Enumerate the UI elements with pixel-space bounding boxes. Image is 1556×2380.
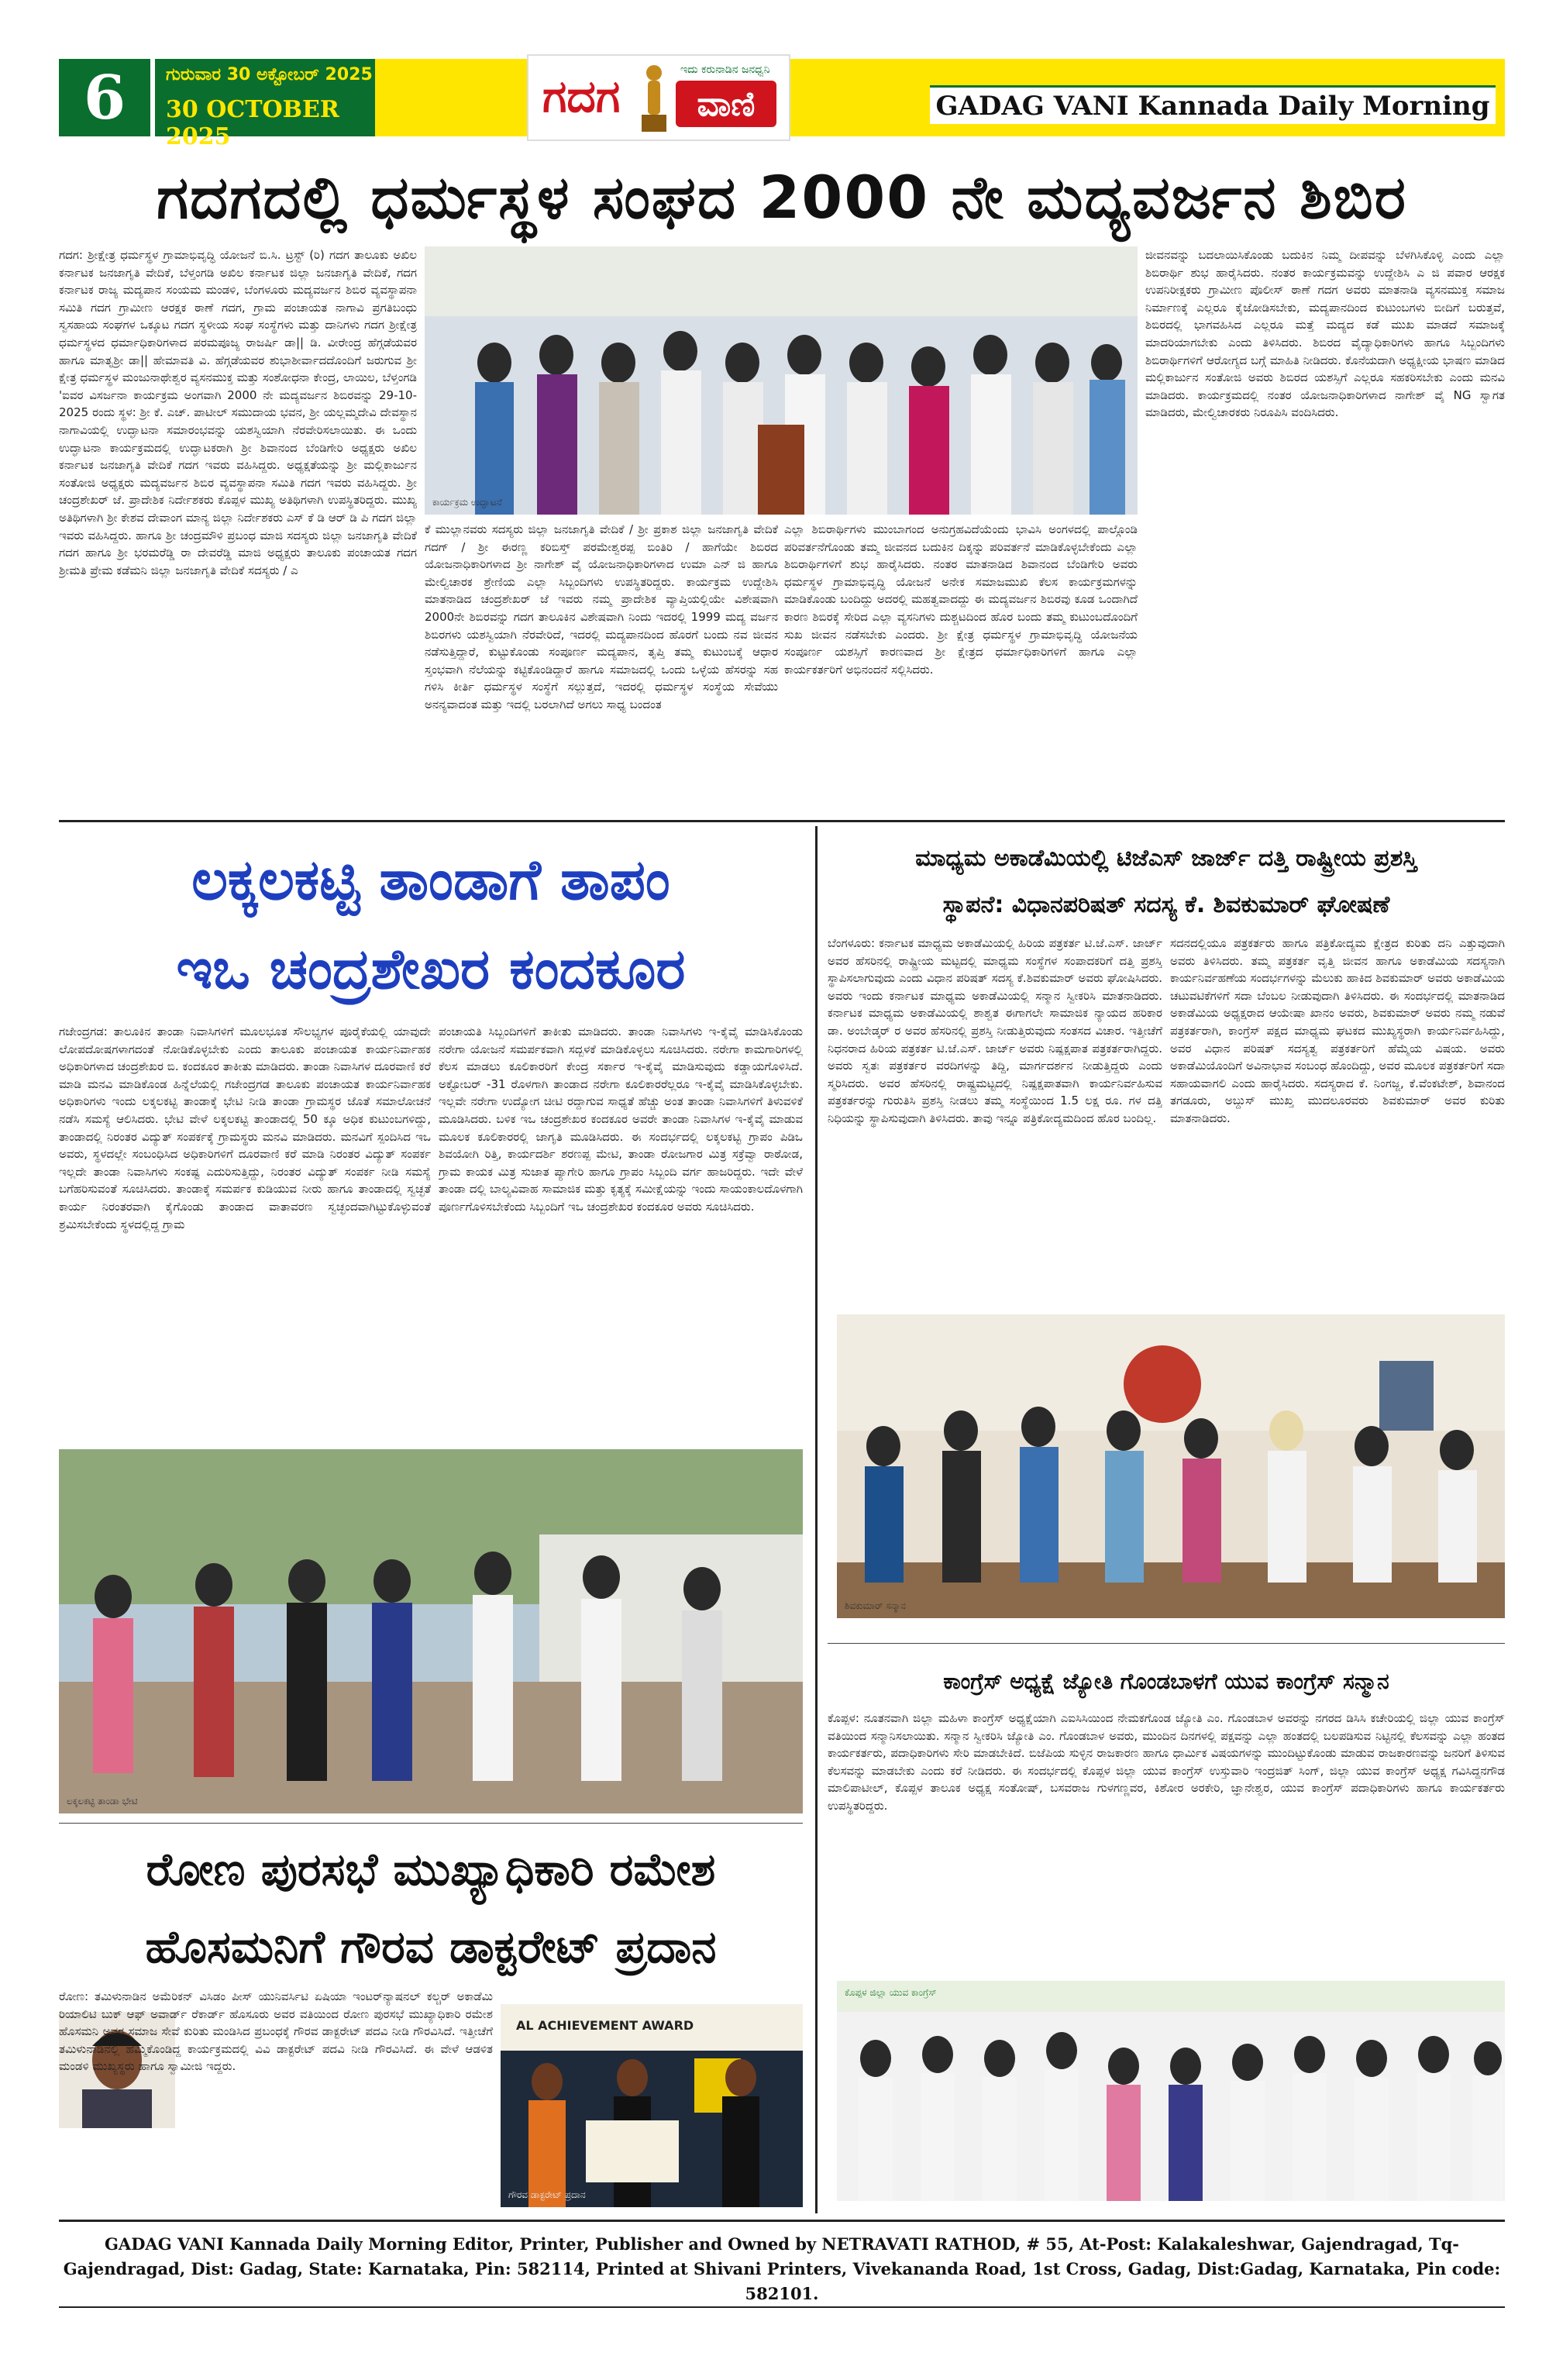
gadag-vani-logo bbox=[527, 54, 790, 141]
congress-story-body bbox=[828, 1710, 1505, 1976]
main-photo-illustration bbox=[425, 246, 1138, 515]
date-strip bbox=[155, 59, 375, 150]
tanda-headline-line2: ಇಒ ಚಂದ್ರಶೇಖರ ಕಂದಕೂರ bbox=[176, 936, 686, 1001]
logo-tagline: ಇದು ಕರುನಾಡಿನ ಜನಧ್ವನಿ bbox=[680, 64, 770, 76]
tanda-photo-illustration bbox=[59, 1449, 803, 1813]
academy-photo-label: ಶಿವಕುಮಾರ್ ಸನ್ಮಾನ bbox=[845, 1600, 906, 1611]
academy-story-text-1: ಬೆಂಗಳೂರು: ಕರ್ನಾಟಕ ಮಾಧ್ಯಮ ಅಕಾಡೆಮಿಯಲ್ಲಿ ಹಿರಿಯ ಪತ್ರಕರ್ತ ಟಿ.ಜೆ.ಎಸ್. ಜಾರ್ಜ್ ಅವರ ಹೆಸರಿನಲ್ಲಿ ರಾಷ್ಟ್ರೀಯ ಮಟ್ಟದಲ್ಲಿ ಮಾಧ್ಯಮ ಸಂಸ್ಥೆಗಳ ಸಂಪಾದಕರಿಗೆ ದತ್ತಿ ಪ್ರಶಸ್ತಿ ಸ್ಥಾಪಿಸಲಾಗುವುದು ಎಂದು ವಿಧಾನ ಪರಿಷತ್ ಸದಸ್ಯ ಕೆ.ಶಿವಕುಮಾರ್ ಅವರು ಘೋಷಿಸಿದರು. ಅವರು ಇಂದು ಕರ್ನಾಟಕ ಮಾಧ್ಯಮ ಅಕಾಡೆಮಿಯಲ್ಲಿ ಸನ್ಮಾನ ಸ್ವೀಕರಿಸಿ ಮಾತನಾಡಿದರು. ಕರ್ನಾಟಕ ಮಾಧ್ಯಮ ಅಕಾಡೆಮಿಯಲ್ಲಿ ಶಾಶ್ವತ ಈಗಾಗಲೇ ಸಾಮಾಜಿಕ ನ್ಯಾಯದ ಹರಿಕಾರ ಡಾ. ಅಂಬೇಡ್ಕರ್ ರ ಅವರ ಹೆಸರಿನಲ್ಲಿ ಪ್ರಶಸ್ತಿ ನೀಡುತ್ತಿರುವುದು ಸಂತಸದ ವಿಚಾರ. ಇತ್ತೀಚೆಗೆ ನಿಧನರಾದ ಹಿರಿಯ ಪತ್ರಕರ್ತ ಟಿ.ಜೆ.ಎಸ್. ಜಾರ್ಜ್ ಅವರು ನಿಷ್ಪಕ್ಷಪಾತ ಪತ್ರಕರ್ತರಾಗಿದ್ದರು. ಅವರು ಸ್ವತಃ ಪತ್ರಕರ್ತರ ವರದಿಗಳನ್ನು ತಿದ್ದಿ, ಮಾರ್ಗದರ್ಶನ ನೀಡುತ್ತಿದ್ದರು ಎಂದು ಸ್ಮರಿಸಿದರು. ಅವರ ಹೆಸರಿನಲ್ಲಿ ರಾಷ್ಟ್ರಮಟ್ಟದಲ್ಲಿ ನಿಷ್ಪಕ್ಷಪಾತವಾಗಿ ಕಾರ್ಯನಿರ್ವಹಿಸುವ ಪತ್ರಕರ್ತರನ್ನು ಗುರುತಿಸಿ ಪ್ರಶಸ್ತಿ ನೀಡಲು ತಮ್ಮ ಸಂಸ್ಥೆಯಿಂದ 1.5 ಲಕ್ಷ ರೂ. ಗಳ ದತ್ತಿ ನಿಧಿಯನ್ನು ಸ್ಥಾಪಿಸುವುದಾಗಿ ತಿಳಿಸಿದರು. ತಾವು ಇನ್ನೂ ಪತ್ರಿಕೋದ್ಯಮದಿಂದ ಹೊರ ಬಂದಿಲ್ಲ. bbox=[828, 936, 1162, 1125]
congress-story-text: ಕೊಪ್ಪಳ: ನೂತನವಾಗಿ ಜಿಲ್ಲಾ ಮಹಿಳಾ ಕಾಂಗ್ರೆಸ್ ಅಧ್ಯಕ್ಷೆಯಾಗಿ ಎಐಸಿಸಿಯಿಂದ ನೇಮಕಗೊಂಡ ಜ್ಯೋತಿ ಎಂ. ಗೊಂಡಬಾಳ ಅವರನ್ನು ನಗರದ ಡಿಸಿಸಿ ಕಚೇರಿಯಲ್ಲಿ ಜಿಲ್ಲಾ ಯುವ ಕಾಂಗ್ರೆಸ್ ವತಿಯಿಂದ ಸನ್ಮಾನಿಸಲಾಯಿತು. ಸನ್ಮಾನ ಸ್ವೀಕರಿಸಿ ಜ್ಯೋತಿ ಎಂ. ಗೊಂಡಬಾಳ ಅವರು, ಮುಂದಿನ ದಿನಗಳಲ್ಲಿ ಪಕ್ಷವನ್ನು ಎಲ್ಲಾ ಹಂತದಲ್ಲಿ ಬಲಪಡಿಸುವ ನಿಟ್ಟಿನಲ್ಲಿ ಕೆಲಸವನ್ನು ಎಲ್ಲಾ ಹಂತದ ಕಾರ್ಯಕರ್ತರು, ಪದಾಧಿಕಾರಿಗಳು ಸೇರಿ ಮಾಡಬೇಕಿದೆ. ಬಿಜೆಪಿಯ ಸುಳ್ಳಿನ ರಾಜಕಾರಣ ಹಾಗೂ ಧಾರ್ಮಿಕ ವಿಷಯಗಳನ್ನು ಮುಂದಿಟ್ಟುಕೊಂಡು ಮಾಡುವ ರಾಜಕಾರಣವನ್ನು ಜನರಿಗೆ ತಿಳಿಸುವ ಕೆಲಸವನ್ನು ಮಾಡಬೇಕು ಎಂದು ಕರೆ ನೀಡಿದರು. ಈ ಸಂದರ್ಭದಲ್ಲಿ ಕೊಪ್ಪಳ ಜಿಲ್ಲಾ ಯುವ ಕಾಂಗ್ರೆಸ್ ಉಸ್ತುವಾರಿ ಇಂದ್ರಜಿತ್ ಸಿಂಗ್, ಜಿಲ್ಲಾ ಯುವ ಕಾಂಗ್ರೆಸ್ ಅಧ್ಯಕ್ಷ ಗವಿಸಿದ್ದನಗೌಡ ಮಾಲಿಪಾಟೀಲ್, ಕೊಪ್ಪಳ ತಾಲೂಕ ಅಧ್ಯಕ್ಷ ಸಂತೋಷ್, ಬಸವರಾಜ ಗುಳಗಣ್ಣವರ, ಕಿಶೋರ ಅರಕೇರಿ, ಜ್ಞಾನೇಶ್ವರ, ಯುವ ಕಾಂಗ್ರೆಸ್ ಪದಾಧಿಕಾರಿಗಳು ಹಾಗೂ ಕಾರ್ಯಕರ್ತರು ಉಪಸ್ಥಿತರಿದ್ದರು. bbox=[828, 1711, 1505, 1813]
doctorate-photo-label: ಗೌರವ ಡಾಕ್ಟರೇಟ್ ಪ್ರದಾನ bbox=[508, 2189, 586, 2200]
academy-story-col2 bbox=[1170, 935, 1505, 1307]
doctorate-banner-text: AL ACHIEVEMENT AWARD bbox=[516, 2018, 694, 2033]
footer-divider bbox=[59, 2220, 1505, 2222]
footer-bottom-rule bbox=[59, 2306, 1505, 2308]
main-story-text-3: ಎಲ್ಲಾ ಶಿಬಿರಾರ್ಥಿಗಳು ಮುಂಬಾಗಂದ ಅನುಗ್ರಹವಿದೆಯೆಂದು ಭಾವಿಸಿ ಅಂಗಳದಲ್ಲಿ ಪಾಲ್ಗೊಂಡಿ ಪರಿವರ್ತನೆಗೊಂಡು ತಮ್ಮ ಜೀವನದ ಬದುಕಿನ ದಿಕ್ಕನ್ನು ಪರಿವರ್ತನೆ ಮಾಡಿಕೊಳ್ಳಬೇಕೆಂದು ಎಲ್ಲಾ ಶಿಬಿರಾರ್ಥಿಗಳಿಗೆ ಶುಭ ಹಾರೈಸಿದರು. ನಂತರ ಮಾತನಾಡಿದ ಶಿವಾನಂದ ಬೆಂಡಿಗೇರಿ ಅವರು ಧರ್ಮಸ್ಥಳ ಗ್ರಾಮಾಭಿವೃದ್ಧಿ ಯೋಜನೆ ಅನೇಕ ಸಮಾಜಮುಖಿ ಕೆಲಸ ಕಾರ್ಯಕ್ರಮಗಳನ್ನು ಮಾಡಿಕೊಂಡು ಬಂದಿದ್ದು ಅದರಲ್ಲಿ ಮಹತ್ವವಾದದ್ದು ಈ ಮದ್ಯವರ್ಜನ ಶಿಬಿರವು ಕೂಡ ಒಂದಾಗಿದೆ ಕಾರಣ ಶಿಬಿರಕ್ಕೆ ಸೇರಿದ ಎಲ್ಲಾ ವ್ಯಸನಿಗಳು ದುಶ್ಚಟದಿಂದ ಹೊರ ಬಂದು ತಮ್ಮ ಕುಟುಂಬದೊಂದಿಗೆ ಸುಖ ಜೀವನ ನಡೆಸಬೇಕು ಎಂದರು. ಶ್ರೀ ಕ್ಷೇತ್ರ ಧರ್ಮಸ್ಥಳ ಗ್ರಾಮಾಭಿವೃದ್ಧಿ ಯೋಜನೆಯ ಸಂಪೂರ್ಣ ಯಶಸ್ಸಿಗೆ ಕಾರಣವಾದ ಶ್ರೀ ಕ್ಷೇತ್ರದ ಧರ್ಮಾಧಿಕಾರಿಗಳಿಗೆ ಹಾಗೂ ಎಲ್ಲಾ ಕಾರ್ಯಕರ್ತರಿಗೆ ಅಭಿನಂದನೆ ಸಲ್ಲಿಸಿದರು. bbox=[784, 522, 1138, 677]
column-divider-mid bbox=[815, 826, 818, 2213]
main-story-text-1: ಗದಗ: ಶ್ರೀಕ್ಷೇತ್ರ ಧರ್ಮಸ್ಥಳ ಗ್ರಾಮಾಭಿವೃದ್ಧಿ ಯೋಜನೆ ಬಿ.ಸಿ. ಟ್ರಸ್ಟ್ (ರಿ) ಗದಗ ತಾಲೂಕು ಅಖಿಲ ಕರ್ನಾಟಕ ಜನಜಾಗೃತಿ ವೇದಿಕೆ, ಬೆಳ್ತಂಗಡಿ ಅಖಿಲ ಕರ್ನಾಟಕ ಜಿಲ್ಲಾ ಜನಜಾಗೃತಿ ವೇದಿಕೆ, ಗದಗ ಕರ್ನಾಟಕ ರಾಜ್ಯ ಮದ್ಯಪಾನ ಸಂಯಮ ಮಂಡಳಿ, ಬೆಂಗಳೂರು ಮದ್ಯವರ್ಜನ ಶಿಬಿರ ವ್ಯವಸ್ಥಾಪನಾ ಸಮಿತಿ ಗದಗ ಗ್ರಾಮೀಣ ಆರಕ್ಷಕ ಠಾಣೆ ಗದಗ, ಗ್ರಾಮ ಪಂಚಾಯತ ನಾಗಾವಿ ಪ್ರಗತಿಬಂಧು ಸ್ವಸಹಾಯ ಸಂಘಗಳ ಒಕ್ಕೂಟ ಗದಗ ಸ್ಥಳೀಯ ಸಂಘ ಸಂಸ್ಥೆಗಳು ಮತ್ತು ದಾನಿಗಳು ಗದಗ ಶ್ರೀಕ್ಷೇತ್ರ ಧರ್ಮಸ್ಥಳದ ಧರ್ಮಾಧಿಕಾರಿಗಳಾದ ಪರಮಪೂಜ್ಯ ರಾಜರ್ಷಿ ಡಾ|| ಡಿ. ವೀರೇಂದ್ರ ಹೆಗ್ಗಡೆಯವರ ಹಾಗೂ ಮಾತೃಶ್ರೀ ಡಾ|| ಹೇಮಾವತಿ ವಿ. ಹೆಗ್ಗಡೆಯವರ ಶುಭಾಶೀರ್ವಾದದೊಂದಿಗೆ ಜರುಗುವ ಶ್ರೀ ಕ್ಷೇತ್ರ ಧರ್ಮಸ್ಥಳ ಮಂಜುನಾಥೇಶ್ವರ ವ್ಯಸನಮುಕ್ತ ಮತ್ತು ಸಂಶೋಧನಾ ಕೇಂದ್ರ, ಲಾಯಿಲ, ಬೆಳ್ತಂಗಡಿ 'ಐವರ ವಿಸರ್ಜನಾ ಕಾರ್ಯಕ್ರಮ ಅಂಗವಾಗಿ 2000 ನೇ ಮದ್ಯವರ್ಜನ ಶಿಬಿರವನ್ನು 29-10-2025 ರಂದು ಸ್ಥಳ: ಶ್ರೀ ಕೆ. ಎಚ್. ಪಾಟೀಲ್ ಸಮುದಾಯ ಭವನ, ಶ್ರೀ ಯಲ್ಲಮ್ಮದೇವಿ ದೇವಸ್ಥಾನ ನಾಗಾವಿಯಲ್ಲಿ ಉದ್ಘಾಟನಾ ಸಮಾರಂಭವನ್ನು ಯಶಸ್ವಿಯಾಗಿ ನೆರವೇರಿಸಲಾಯಿತು. ಈ ಒಂದು ಉದ್ಘಾಟನಾ ಕಾರ್ಯಕ್ರಮದಲ್ಲಿ ಉದ್ಘಾಟಕರಾಗಿ ಶ್ರೀ ಶಿವಾನಂದ ಬೆಂಡಿಗೇರಿ ಅಧ್ಯಕ್ಷರು ಅಖಿಲ ಕರ್ನಾಟಕ ಜನಜಾಗೃತಿ ವೇದಿಕೆ ಗದಗ ಇವರು ವಹಿಸಿದ್ದರು. ಅಧ್ಯಕ್ಷತೆಯನ್ನು ಶ್ರೀ ಮಲ್ಲಿಕಾರ್ಜುನ ಸಂತೋಜಿ ಅಧ್ಯಕ್ಷರು ಮದ್ಯವರ್ಜನ ಶಿಬಿರ ವ್ಯವಸ್ಥಾಪನಾ ಸಮಿತಿ ಗದಗ ಇವರು ವಹಿಸಿದ್ದರು. ಶ್ರೀ ಚಂದ್ರಶೇಖರ್ ಜೆ. ಪ್ರಾದೇಶಿಕ ನಿರ್ದೇಶಕರು ಕೊಪ್ಪಳ ಮುಖ್ಯ ಅತಿಥಿಗಳಾಗಿ ಉಪಸ್ಥಿತರಿದ್ದರು. ಮುಖ್ಯ ಅತಿಥಿಗಳಾಗಿ ಶ್ರೀ ಕೇಶವ ದೇವಾಂಗ ಮಾನ್ಯ ಜಿಲ್ಲಾ ನಿರ್ದೇಶಕರು ಎಸ್ ಕೆ ಡಿ ಆರ್ ಡಿ ಪಿ ಗದಗ ಜಿಲ್ಲಾ ಇವರು ವಹಿಸಿದ್ದರು. ಹಾಗೂ ಶ್ರೀ ಚಂದ್ರಮೌಳಿ ಪ್ರಬಂಧ ಮಾಜಿ ಸದಸ್ಯರು ಜಿಲ್ಲಾ ಜನಜಾಗೃತಿ ವೇದಿಕೆ ಗದಗ ಹಾಗೂ ಶ್ರೀ ಭರಮರೆಡ್ಡಿ ರಾ ದೇವರೆಡ್ಡಿ ಮಾಜಿ ಅಧ್ಯಕ್ಷರು ತಾಲೂಕು ಪಂಚಾಯತ ಗದಗ ಶ್ರೀಮತಿ ಪ್ರೇಮ ಕಡೆಮನಿ ಜಿಲ್ಲಾ ಜನಜಾಗೃತಿ ವೇದಿಕೆ ಸದಸ್ಯರು / ಎ bbox=[59, 248, 417, 577]
page-number: 6 bbox=[59, 59, 150, 136]
date-english: 30 OCTOBER 2025 bbox=[166, 96, 339, 150]
main-story-col1 bbox=[59, 246, 417, 812]
tanda-headline-line1: ಲಕ್ಕಲಕಟ್ಟಿ ತಾಂಡಾಗೆ ತಾಪಂ bbox=[191, 847, 670, 912]
tanda-photo-label: ಲಕ್ಕಲಕಟ್ಟಿ ತಾಂಡಾ ಭೇಟಿ bbox=[67, 1796, 138, 1807]
doctorate-story-photo bbox=[501, 2004, 803, 2207]
doctorate-story-text: ರೋಣ: ತಮಿಳುನಾಡಿನ ಅಮೆರಿಕನ್ ವಿಸಿಡಂ ಪೀಸ್ ಯುನಿವರ್ಸಿಟಿ ಏಷಿಯಾ ಇಂಟರ್‌ನ್ಯಾಷನಲ್ ಕಲ್ಚರ್ ಅಕಾಡೆಮಿ ರಿಯಾಲಿಟಿ ಬುಕ್ ಆಫ್ ಅವಾರ್ಡ್ ರೆಕಾರ್ಡ್ ಹೊಸೂರು ಅವರ ವತಿಯಿಂದ ರೋಣ ಪುರಸಭೆ ಮುಖ್ಯಾಧಿಕಾರಿ ರಮೇಶ ಹೊಸಮನಿ ಅವರ ಸಮಾಜ ಸೇವೆ ಕುರಿತು ಮಂಡಿಸಿದ ಪ್ರಬಂಧಕ್ಕೆ ಗೌರವ ಡಾಕ್ಟರೇಟ್ ಪದವಿ ನೀಡಿ ಗೌರವಿಸಿದೆ. ಇತ್ತೀಚೆಗೆ ತಮಿಳುನಾಡಿನಲ್ಲಿ ಹಮ್ಮಿಕೊಂಡಿದ್ದ ಕಾರ್ಯಕ್ರಮದಲ್ಲಿ ವಿವಿ ಡಾಕ್ಟರೇಟ್ ಪದವಿ ನೀಡಿ ಗೌರವಿಸಿದೆ. ಈ ವೇಳೆ ಆಡಳಿತ ಮಂಡಳಿ ಮುಖ್ಯಸ್ಥರು ಹಾಗೂ ಸ್ವಾಮೀಜಿ ಇದ್ದರು. bbox=[59, 1989, 493, 2074]
academy-story-col1 bbox=[828, 935, 1162, 1307]
academy-headline-line1: ಮಾಧ್ಯಮ ಅಕಾಡೆಮಿಯಲ್ಲಿ ಟಿಜೆಎಸ್ ಜಾರ್ಜ್ ದತ್ತಿ ರಾಷ್ಟ್ರೀಯ ಪ್ರಶಸ್ತಿ bbox=[915, 845, 1417, 872]
footer-imprint: GADAG VANI Kannada Daily Morning Editor, Printer, Publisher and Owned by NETRAVATI RATHOD, # 55, At-Post: Kalakaleshwar, Gajendragad, Tq-Gajendragad, Dist: Gadag, State: Karnataka, Pin: 582114, Printed at Shivani Printers, Vivekananda Road, 1st Cross, Gadag, Dist:Gadag, Karnataka, Pin code: 582101. bbox=[63, 2234, 1501, 2303]
tanda-story-text-2: ಪಂಚಾಯತಿ ಸಿಬ್ಬಂದಿಗಳಿಗೆ ತಾಕೀತು ಮಾಡಿದರು. ತಾಂಡಾ ನಿವಾಸಿಗಳು ಇ-ಕೈವೈ ಮಾಡಿಸಿಕೊಂಡು ನರೇಗಾ ಯೋಜನೆ ಸಮರ್ಪಕವಾಗಿ ಸದ್ಬಳಕೆ ಮಾಡಿಕೊಳ್ಳಲು ಸೂಚಿಸಿದರು. ನರೇಗಾ ಕಾಮಗಾರಿಗಳಲ್ಲಿ ಕೆಲಸ ಮಾಡಲು ಕೂಲಿಕಾರರಿಗೆ ಕೇಂದ್ರ ಸರ್ಕಾರ ಇ-ಕೈವೈ ಮಾಡಿಸುವುದು ಕಡ್ಡಾಯಗೊಳಿಸಿದೆ. ಅಕ್ಟೋಬರ್ -31 ರೊಳಗಾಗಿ ತಾಂಡಾದ ನರೇಗಾ ಕೂಲಿಕಾರರೆಲ್ಲರೂ ಇ-ಕೈವೈ ಮಾಡಿಸಿಕೊಳ್ಳಬೇಕು. ಇಲ್ಲವೇ ನರೇಗಾ ಉದ್ಯೋಗ ಚೀಟಿ ರದ್ದಾಗುವ ಸಾಧ್ಯತೆ ಹೆಚ್ಚು ಅಂತ ತಾಂಡಾ ನಿವಾಸಿಗಳಿಗೆ ತಿಳುವಳಿಕೆ ಮೂಡಿಸಿದರು. ಬಳಿಕ ಇಒ ಚಂದ್ರಶೇಖರ ಕಂದಕೂರ ಅವರೇ ತಾಂಡಾ ನಿವಾಸಿಗಳ ಇ-ಕೈವೈ ಮಾಡುವ ಮೂಲಕ ಕೂಲಿಕಾರರಲ್ಲಿ ಜಾಗೃತಿ ಮೂಡಿಸಿದರು. ಈ ಸಂದರ್ಭದಲ್ಲಿ ಲಕ್ಕಲಕಟ್ಟಿ ಗ್ರಾಪಂ ಪಿಡಿಒ ಶಿವಯೋಗಿ ರಿತ್ತಿ, ಕಾರ್ಯದರ್ಶಿ ಶರಣಪ್ಪ ಮೇಟಿ, ತಾಂಡಾ ರೋಜಗಾರ ಮಿತ್ರ ಸಕ್ರೆವ್ವಾ ರಾಠೋಡ, ಗ್ರಾಮ ಕಾಯಕ ಮಿತ್ರ ಸುಜಾತ ಪ್ಯಾಗೇರಿ ಹಾಗೂ ಗ್ರಾಪಂ ಸಿಬ್ಬಂದಿ ವರ್ಗ ಹಾಜರಿದ್ದರು. ಇದೇ ವೇಳೆ ತಾಂಡಾ ದಲ್ಲಿ ಬಾಲ್ಯವಿವಾಹ ಸಾಮಾಜಿಕ ಮತ್ತು ಕೃತ್ಯಕ್ಕೆ ಸಮೀಕ್ಷೆಯನ್ನು ಇಂದು ಸಾಯಂಕಾಲದೊಳಗಾಗಿ ಪೂರ್ಣಗೊಳಿಸಬೇಕೆಂದು ಸಿಬ್ಬಂದಿಗೆ ಇಒ ಚಂದ್ರಶೇಖರ ಕಂದಕೂರ ಅವರು ಸೂಚಿಸಿದರು. bbox=[439, 1025, 803, 1214]
tanda-story-photo bbox=[59, 1449, 803, 1813]
doctorate-photo-illustration bbox=[501, 2004, 803, 2207]
main-headline: ಗದಗದಲ್ಲಿ ಧರ್ಮಸ್ಥಳ ಸಂಘದ 2000 ನೇ ಮದ್ಯವರ್ಜನ ಶಿಬಿರ bbox=[157, 163, 1407, 232]
logo-right-text: ವಾಣಿ bbox=[676, 81, 776, 127]
tanda-story-text-1: ಗಜೇಂದ್ರಗಡ: ತಾಲೂಕಿನ ತಾಂಡಾ ನಿವಾಸಿಗಳಿಗೆ ಮೂಲಭೂತ ಸೌಲಭ್ಯಗಳ ಪೂರೈಕೆಯಲ್ಲಿ ಯಾವುದೇ ಲೋಪದೋಷಗಳಾಗದಂತೆ ನೋಡಿಕೊಳ್ಳಬೇಕು ಎಂದು ತಾಲೂಕು ಪಂಚಾಯತ ಕಾರ್ಯನಿರ್ವಾಹಕ ಅಧಿಕಾರಿಗಳಾದ ಚಂದ್ರಶೇಖರ ಬಿ. ಕಂದಕೂರ ತಾಕೀತು ಮಾಡಿದರು. ತಾಂಡಾ ನಿವಾಸಿಗಳ ದೂರವಾಣಿ ಕರೆ ಮಾಡಿ ಮನವಿ ಮಾಡಿಕೊಂಡ ಹಿನ್ನೆಲೆಯಲ್ಲಿ ಗಜೇಂದ್ರಗಡ ತಾಲೂಕು ಪಂಚಾಯತ ಕಾರ್ಯನಿರ್ವಾಹಕ ಅಧಿಕಾರಿಗಳು ಇಂದು ಲಕ್ಕಲಕಟ್ಟಿ ತಾಂಡಾಕ್ಕೆ ಭೇಟಿ ನೀಡಿ ತಾಂಡಾ ಗ್ರಾಮಸ್ಥರ ಜೊತೆ ಸಮಾಲೋಚನೆ ನಡೆಸಿ ಸಮಸ್ಯೆ ಆಲಿಸಿದರು. ಭೇಟಿ ವೇಳೆ ಲಕ್ಕಲಕಟ್ಟಿ ತಾಂಡಾದಲ್ಲಿ 50 ಕ್ಕೂ ಅಧಿಕ ಕುಟುಂಬಗಳಿದ್ದು, ತಾಂಡಾದಲ್ಲಿ ನಿರಂತರ ವಿದ್ಯುತ್ ಸಂಪರ್ಕಕ್ಕೆ ಗ್ರಾಮಸ್ಥರು ಮನವಿ ಮಾಡಿದರು. ಮನವಿಗೆ ಸ್ಪಂದಿಸಿದ ಇಒ ಅವರು, ಸ್ಥಳದಲ್ಲೇ ಸಂಬಂಧಿಸಿದ ಅಧಿಕಾರಿಗಳಿಗೆ ದೂರವಾಣಿ ಕರೆ ಮಾಡಿ ನಿರಂತರ ವಿದ್ಯುತ್ ಸಂಪರ್ಕ ಇಲ್ಲದೇ ತಾಂಡಾ ನಿವಾಸಿಗಳು ಸಂಕಷ್ಟ ಎದುರಿಸುತ್ತಿದ್ದು, ನಿರಂತರ ವಿದ್ಯುತ್ ಸಂಪರ್ಕ ನೀಡಿ ಸಮಸ್ಯೆ ಬಗೆಹರಿಸುವಂತೆ ಸೂಚಿಸಿದರು. ತಾಂಡಾಕ್ಕೆ ಸಮರ್ಪಕ ಕುಡಿಯುವ ನೀರು ಹಾಗೂ ತಾಂಡಾದಲ್ಲಿ ಸ್ವಚ್ಛತೆ ಕಾರ್ಯ ನಿರಂತರವಾಗಿ ಕೈಗೊಂಡು ತಾಂಡಾದ ವಾತಾವರಣ ಸ್ವಚ್ಛಂದವಾಗಿಟ್ಟುಕೊಳ್ಳುವಂತೆ ಶ್ರಮಿಸಬೇಕೆಂದು ಸ್ಥಳದಲ್ಲಿದ್ದ ಗ್ರಾಮ bbox=[59, 1025, 431, 1231]
congress-photo-illustration bbox=[837, 1981, 1505, 2201]
main-story-text-4: ಜೀವನವನ್ನು ಬದಲಾಯಿಸಿಕೊಂಡು ಬದುಕಿನ ನಿಮ್ಮ ದೀಪವನ್ನು ಬೆಳಗಿಸಿಕೊಳ್ಳಿ ಎಂದು ಎಲ್ಲಾ ಶಿಬಿರಾರ್ಥಿ ಶುಭ ಹಾರೈಸಿದರು. ನಂತರ ಕಾರ್ಯಕ್ರಮವನ್ನು ಉದ್ದೇಶಿಸಿ ಎ ಜಿ ಪವಾರ ಆರಕ್ಷಕ ಉಪನಿರೀಕ್ಷಕರು ಗ್ರಾಮೀಣ ಪೊಲೀಸ್ ಠಾಣೆ ಗದಗ ಅವರು ಮಾತನಾಡಿ ವ್ಯಸನಮುಕ್ತ ಸಮಾಜ ನಿರ್ಮಾಣಕ್ಕೆ ಎಲ್ಲರೂ ಕೈಜೋಡಿಸಬೇಕು, ಮದ್ಯಪಾನದಿಂದ ಕುಟುಂಬಗಳು ಬೀದಿಗೆ ಬರುತ್ತವೆ, ಶಿಬಿರದಲ್ಲಿ ಭಾಗವಹಿಸಿದ ಎಲ್ಲರೂ ಮತ್ತೆ ಮದ್ಯದ ಕಡೆ ಮುಖ ಮಾಡದೆ ಸಮಾಜಕ್ಕೆ ಮಾದರಿಯಾಗಬೇಕು ಎಂದು ತಿಳಿಸಿದರು. ಶಿಬಿರದ ವೈದ್ಯಾಧಿಕಾರಿಗಳು ಹಾಗೂ ಸಿಬ್ಬಂದಿಗಳು ಶಿಬಿರಾರ್ಥಿಗಳಿಗೆ ಆರೋಗ್ಯದ ಬಗ್ಗೆ ಮಾಹಿತಿ ನೀಡಿದರು. ಕೊನೆಯದಾಗಿ ಅಧ್ಯಕ್ಷೀಯ ಭಾಷಣ ಮಾಡಿದ ಮಲ್ಲಿಕಾರ್ಜುನ ಸಂತೋಜಿ ಅವರು ಶಿಬಿರದ ಯಶಸ್ಸಿಗೆ ಎಲ್ಲರೂ ಸಹಕರಿಸಬೇಕು ಎಂದು ಮನವಿ ಮಾಡಿದರು. ಕಾರ್ಯಕ್ರಮದಲ್ಲಿ ನಂತರ ಯೋಜನಾಧಿಕಾರಿಗಳಾದ ನಾಗೇಶ್ ವೈ NG ಸ್ವಾಗತ ಮಾಡಿದರು, ಮೇಲ್ವಿಚಾರಕರು ನಿರೂಪಿಸಿ ವಂದಿಸಿದರು. bbox=[1145, 248, 1505, 420]
academy-headline-line2: ಸ್ಥಾಪನೆ: ವಿಧಾನಪರಿಷತ್ ಸದಸ್ಯ ಕೆ. ಶಿವಕುಮಾರ್ ಘೋಷಣೆ bbox=[942, 891, 1390, 918]
congress-photo-label: ಕೊಪ್ಪಳ ಜಿಲ್ಲಾ ಯುವ ಕಾಂಗ್ರೆಸ್ bbox=[845, 1987, 937, 1998]
academy-story-photo bbox=[837, 1314, 1505, 1618]
tanda-story-col1 bbox=[59, 1023, 431, 1441]
main-story-text-2: ಕೆ ಮುಲ್ಲಾನವರು ಸದಸ್ಯರು ಜಿಲ್ಲಾ ಜನಜಾಗೃತಿ ವೇದಿಕೆ / ಶ್ರೀ ಪ್ರಕಾಶ ಜಿಲ್ಲಾ ಜನಜಾಗೃತಿ ವೇದಿಕೆ ಗದಗ್ / ಶ್ರೀ ಈರಣ್ಣ ಕರಿಬಿಸ್ತ್ ಪರಮೇಶ್ವರಪ್ಪ ಬಿಂತಿರಿ / ಹಾಗೆಯೇ ಶಿಬಿರದ ಯೋಜನಾಧಿಕಾರಿಗಳಾದ ಶ್ರೀ ನಾಗೇಶ್ ವೈ ಯೋಜನಾಧಿಕಾರಿಗಳಾದ ಉಮಾ ಎನ್ ಜಿ ಹಾಗೂ ಮೇಲ್ವಿಚಾರಕ ಶ್ರೇಣಿಯ ಎಲ್ಲಾ ಸಿಬ್ಬಂದಿಗಳು ಉಪಸ್ಥಿತರಿದ್ದರು. ಕಾರ್ಯಕ್ರಮ ಉದ್ದೇಶಿಸಿ ಮಾತನಾಡಿದ ಚಂದ್ರಶೇಖರ್ ಜೆ ಇವರು ನಮ್ಮ ಪ್ರಾದೇಶಿಕ ವ್ಯಾಪ್ತಿಯಲ್ಲಿಯೇ ವಿಶೇಷವಾಗಿ 2000ನೇ ಶಿಬಿರವನ್ನು ಗದಗ ತಾಲೂಕಿನ ವಿಶೇಷವಾಗಿ ನಿಂದು ಇದರಲ್ಲಿ 1999 ಮದ್ಯ ವರ್ಜನ ಶಿಬಿರಗಳು ಯಶಸ್ವಿಯಾಗಿ ನೆರವೇರಿದೆ, ಇದರಲ್ಲಿ ಮದ್ಯಪಾನದಿಂದ ಹೊರಗೆ ಬಂದು ನವ ಜೀವನ ನಡೆಸುತ್ತಿದ್ದಾರೆ, ಕುಟ್ಟುಕೊಂಡು ಸಂಪೂರ್ಣ ಮದ್ಯಪಾನ, ತೃಪ್ತಿ ತಮ್ಮ ಕುಟುಂಬಕ್ಕೆ ಆಧಾರ ಸ್ತಂಭವಾಗಿ ನೆಲೆಯನ್ನು ಕಟ್ಟಿಕೊಂಡಿದ್ದಾರೆ ಹಾಗೂ ಸಮಾಜದಲ್ಲಿ ಒಂದು ಒಳ್ಳೆಯ ಹೆಸರನ್ನು ಸಹ ಗಳಿಸಿ ಕೀರ್ತಿ ಧರ್ಮಸ್ಥಳ ಸಂಸ್ಥೆಗೆ ಸಲ್ಲುತ್ತದೆ, ಇದರಲ್ಲಿ ಧರ್ಮಸ್ಥಳ ಸಂಸ್ಥೆಯ ಸೇವೆಯು ಅನನ್ಯವಾದಂತ ಮತ್ತು ಇದಲ್ಲಿ ಬರಲಾಗಿದೆ ಅಗಲು ಸಾಧ್ಯ ಬಂದಂತ bbox=[425, 522, 778, 711]
academy-photo-illustration bbox=[837, 1314, 1505, 1618]
section-divider-left bbox=[59, 1823, 803, 1824]
main-story-photo bbox=[425, 246, 1138, 515]
congress-story-photo bbox=[837, 1981, 1505, 2201]
statue-emblem-icon bbox=[631, 60, 677, 135]
section-divider-1 bbox=[59, 820, 1505, 822]
publication-name: GADAG VANI Kannada Daily Morning bbox=[930, 85, 1496, 124]
congress-headline: ಕಾಂಗ್ರೆಸ್ ಅಧ್ಯಕ್ಷೆ ಜ್ಯೋತಿ ಗೊಂಡಬಾಳಗೆ ಯುವ ಕಾಂಗ್ರೆಸ್ ಸನ್ಮಾನ bbox=[943, 1669, 1389, 1694]
logo-left-text: ಗದಗ bbox=[542, 70, 621, 122]
academy-story-text-2: ಸದನದಲ್ಲಿಯೂ ಪತ್ರಕರ್ತರು ಹಾಗೂ ಪತ್ರಿಕೋದ್ಯಮ ಕ್ಷೇತ್ರದ ಕುರಿತು ದನಿ ಎತ್ತುವುದಾಗಿ ಅವರು ತಿಳಿಸಿದರು. ತಮ್ಮ ಪತ್ರಕರ್ತ ವೃತ್ತಿ ಜೀವನ ಹಾಗೂ ಅಕಾಡೆಮಿಯ ಸದಸ್ಯನಾಗಿ ಕಾರ್ಯನಿರ್ವಹಣೆಯ ಸಂದರ್ಭಗಳನ್ನು ಮೆಲುಕು ಹಾಕಿದ ಶಿವಕುಮಾರ್ ಅವರು ಅಕಾಡೆಮಿಯ ಚಟುವಟಿಕೆಗಳಿಗೆ ಸದಾ ಬೆಂಬಲ ನೀಡುವುದಾಗಿ ತಿಳಿಸಿದರು. ಈ ಸಂದರ್ಭದಲ್ಲಿ ಮಾತನಾಡಿದ ಅಕಾಡೆಮಿಯ ಅಧ್ಯಕ್ಷರಾದ ಆಯೇಷಾ ಖಾನಂ ಅವರು, ಶಿವಕುಮಾರ್ ಅವರು ನಮ್ಮ ನಡುವೆ ಪತ್ರಕರ್ತರಾಗಿ, ಕಾಂಗ್ರೆಸ್ ಪಕ್ಷದ ಮಾಧ್ಯಮ ಘಟಕದ ಮುಖ್ಯಸ್ಥರಾಗಿ ಕಾರ್ಯನಿರ್ವಹಿಸಿದ್ದು, ಅವರ ವಿಧಾನ ಪರಿಷತ್ ಸದಸ್ಯತ್ವ ಪತ್ರಕರ್ತರಿಗೆ ಹೆಮ್ಮೆಯ ವಿಷಯ. ಅವರು ಅಕಾಡೆಮಿಯೊಂದಿಗೆ ಅವಿನಾಭಾವ ಸಂಬಂಧ ಹೊಂದಿದ್ದು, ಅವರ ಮೂಲಕ ಪತ್ರಕರ್ತರಿಗೆ ಸದಾ ಸಹಾಯವಾಗಲಿ ಎಂದು ಹಾರೈಸಿದರು. ಸದಸ್ಯರಾದ ಕೆ. ನಿಂಗಜ್ಜ, ಕೆ.ವೆಂಕಟೇಶ್, ಶಿವಾನಂದ ತಗಡೂರು, ಅಬ್ದುಸ್ ಮುಖ್ತ ಮುದಲೂರವರು ಶಿವಕುಮಾರ್ ಅವರ ಕುರಿತು ಮಾತನಾಡಿದರು. bbox=[1170, 936, 1505, 1125]
tanda-story-col2 bbox=[439, 1023, 803, 1441]
main-photo-label: ಕಾರ್ಯಕ್ರಮ ಉದ್ಘಾಟನೆ bbox=[432, 497, 502, 508]
main-story-col3 bbox=[784, 521, 1138, 812]
main-story-col2 bbox=[425, 521, 778, 812]
date-kannada: ಗುರುವಾರ 30 ಅಕ್ಟೋಬರ್ 2025 bbox=[166, 65, 373, 84]
doctorate-headline-line1: ರೋಣ ಪುರಸಭೆ ಮುಖ್ಯಾಧಿಕಾರಿ ರಮೇಶ bbox=[146, 1843, 716, 1896]
doctorate-story-intro bbox=[59, 1988, 493, 2209]
doctorate-headline-line2: ಹೊಸಮನಿಗೆ ಗೌರವ ಡಾಕ್ಟರೇಟ್ ಪ್ರದಾನ bbox=[145, 1920, 717, 1973]
section-divider-right bbox=[828, 1643, 1505, 1644]
main-story-col4 bbox=[1145, 246, 1505, 812]
